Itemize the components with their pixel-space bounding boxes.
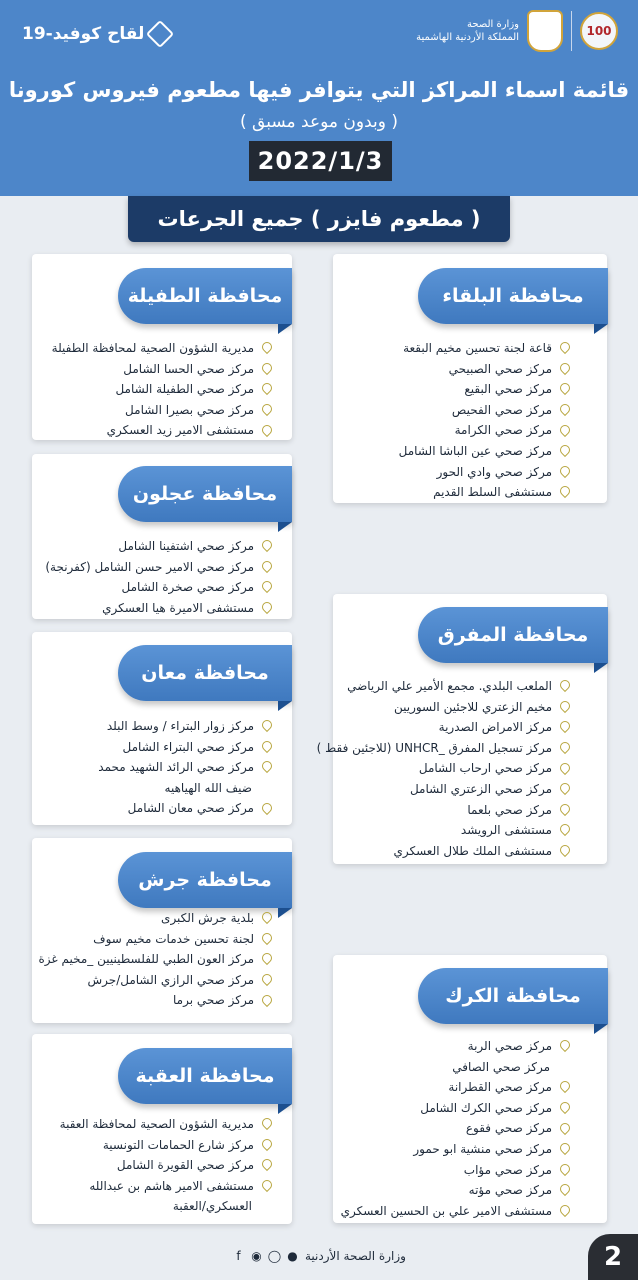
center-list-maan: [98, 716, 272, 819]
location-pin-icon: [558, 464, 572, 478]
center-name: ضيف الله الهياهيه: [164, 780, 252, 795]
page-title: قائمة اسماء المراكز التي يتوافر فيها مطعوم فيروس كورونا: [8, 78, 630, 102]
center-name: مركز صحي الصبيحي: [448, 361, 552, 376]
center-list-mafraq: [317, 676, 570, 861]
location-pin-icon: [260, 1137, 274, 1151]
center-name: مستشفى الامير علي بن الحسين العسكري: [340, 1203, 552, 1218]
globe-icon[interactable]: ●: [287, 1249, 298, 1263]
center-name: مستشفى الامير زيد العسكري: [106, 423, 254, 438]
center-item: [38, 908, 272, 929]
location-pin-icon: [558, 1100, 572, 1114]
center-name: مركز صحي الكرامة: [454, 423, 552, 438]
center-name: مركز صحي فقوع: [465, 1121, 552, 1136]
location-pin-icon: [260, 381, 274, 395]
location-pin-icon: [558, 1079, 572, 1093]
center-item: [341, 1139, 570, 1160]
center-name: مركز صحي الفحيص: [451, 402, 552, 417]
center-item: [399, 462, 570, 483]
center-name: مركز العون الطبي للفلسطينيين _مخيم غزة: [38, 952, 254, 967]
location-pin-icon: [558, 761, 572, 775]
center-item: [341, 1057, 570, 1078]
center-name: مستشفى الرويشد: [460, 823, 552, 838]
center-name: مركز صحي البقيع: [464, 382, 552, 397]
center-list-jerash: [38, 908, 272, 1011]
governorate-title-jerash: محافظة جرش: [118, 852, 292, 908]
center-item: [52, 359, 272, 380]
center-name: لجنة تحسين خدمات مخيم سوف: [93, 931, 254, 946]
center-name: مركز صحي الزعتري الشامل: [409, 781, 552, 796]
center-item: [98, 737, 272, 758]
center-item: [52, 338, 272, 359]
location-pin-icon: [260, 361, 274, 375]
center-name: مركز صحي منشية ابو حمور: [413, 1141, 552, 1156]
center-name: مديرية الشؤون الصحية لمحافظة العقبة: [59, 1117, 254, 1131]
center-item: [38, 990, 272, 1011]
vaccine-icon: [146, 20, 174, 48]
ministry-line-2: المملكة الأردنية الهاشمية: [416, 32, 519, 43]
center-item: [38, 970, 272, 991]
governorate-title-karak: محافظة الكرك: [418, 968, 608, 1024]
location-pin-icon: [558, 781, 572, 795]
center-item: [45, 536, 272, 557]
location-pin-icon: [260, 1116, 274, 1130]
governorate-title-ajloun: محافظة عجلون: [118, 466, 292, 522]
center-item: [317, 676, 570, 697]
center-name: مركز صحي القطرانة: [448, 1080, 552, 1095]
center-item: [399, 420, 570, 441]
center-name: مركز صحي الربة: [467, 1039, 552, 1053]
location-pin-icon: [260, 579, 274, 593]
center-name: مركز صحي مؤاب: [463, 1162, 552, 1177]
center-item: [45, 598, 272, 619]
location-pin-icon: [260, 801, 274, 815]
location-pin-icon: [260, 931, 274, 945]
location-pin-icon: [558, 381, 572, 395]
center-name: مستشفى السلط القديم: [433, 485, 552, 500]
center-item: [399, 338, 570, 359]
center-item: [52, 420, 272, 441]
campaign-text: لقاح كوفيد-19: [22, 24, 145, 44]
center-name: مركز صحي برما: [173, 993, 254, 1008]
center-item: [317, 758, 570, 779]
ministry-crest-icon: [527, 10, 563, 52]
center-item: [52, 379, 272, 400]
center-name: مركز صحي وادي الحور: [436, 464, 552, 479]
center-item: [341, 1180, 570, 1201]
governorate-title-balqa: محافظة البلقاء: [418, 268, 608, 324]
center-name: مركز صحي معان الشامل: [127, 801, 254, 816]
center-name: مركز صحي القويرة الشامل: [116, 1158, 254, 1173]
center-name: مركز صحي صخرة الشامل: [121, 580, 254, 595]
location-pin-icon: [558, 484, 572, 498]
center-item: [317, 841, 570, 862]
center-name: مركز صحي بلعما: [467, 802, 552, 817]
location-pin-icon: [260, 910, 274, 924]
location-pin-icon: [558, 740, 572, 754]
center-item: [38, 929, 272, 950]
center-item: [60, 1155, 272, 1176]
location-pin-icon: [558, 843, 572, 857]
location-pin-icon: [558, 1121, 572, 1135]
center-list-aqaba: [60, 1114, 272, 1217]
center-item: [52, 400, 272, 421]
center-item: [317, 800, 570, 821]
center-name: مركز صحي الكرك الشامل: [420, 1100, 552, 1115]
footer: [232, 1249, 406, 1263]
footer-ministry: وزارة الصحة الأردنية: [305, 1249, 406, 1263]
facebook-icon[interactable]: f: [236, 1249, 241, 1263]
center-item: [98, 757, 272, 778]
centennial-logo: 100: [580, 12, 618, 50]
center-name: مخيم الزعتري للاجئين السوريين: [393, 699, 552, 714]
center-name: قاعة لجنة تحسين مخيم البقعة: [403, 341, 552, 355]
center-item: [98, 778, 272, 799]
center-name: مركز صحي ارحاب الشامل: [418, 761, 552, 776]
location-pin-icon: [260, 718, 274, 732]
center-item: [399, 379, 570, 400]
location-pin-icon: [558, 802, 572, 816]
center-item: [317, 697, 570, 718]
location-pin-icon: [558, 699, 572, 713]
center-name: مركز صحي الرازي الشامل/جرش: [87, 972, 254, 987]
center-name: مركز شارع الحمامات التونسية: [102, 1137, 254, 1152]
governorate-title-tafila: محافظة الطفيلة: [118, 268, 292, 324]
location-pin-icon: [260, 600, 274, 614]
center-item: [399, 400, 570, 421]
center-item: [341, 1160, 570, 1181]
center-item: [341, 1118, 570, 1139]
center-item: [317, 717, 570, 738]
center-item: [341, 1077, 570, 1098]
location-pin-icon: [558, 1182, 572, 1196]
center-name: مركز الامراض الصدرية: [438, 720, 552, 735]
governorate-title-aqaba: محافظة العقبة: [118, 1048, 292, 1104]
location-pin-icon: [558, 1141, 572, 1155]
location-pin-icon: [558, 678, 572, 692]
center-item: [45, 577, 272, 598]
center-name: مركز زوار البتراء / وسط البلد: [106, 719, 254, 733]
location-pin-icon: [260, 993, 274, 1007]
center-name: مركز صحي عين الباشا الشامل: [398, 443, 552, 458]
location-pin-icon: [558, 402, 572, 416]
location-pin-icon: [260, 1178, 274, 1192]
page-subtitle: ( وبدون موعد مسبق ): [240, 112, 398, 132]
center-name: مركز صحي اشتفينا الشامل: [118, 539, 254, 553]
location-pin-icon: [558, 361, 572, 375]
location-pin-icon: [558, 822, 572, 836]
instagram-icon[interactable]: ◯: [267, 1249, 282, 1263]
logo-group: [416, 10, 618, 52]
center-name: مركز صحي الطفيلة الشامل: [115, 382, 254, 397]
center-name: مركز صحي الصافي: [452, 1059, 550, 1074]
center-name: مركز صحي الحسا الشامل: [123, 361, 254, 376]
center-list-balqa: [399, 338, 570, 503]
location-pin-icon: [558, 1038, 572, 1052]
vaccine-banner: ( مطعوم فايزر ) جميع الجرعات: [128, 196, 510, 242]
center-item: [60, 1135, 272, 1156]
center-item: [341, 1201, 570, 1222]
center-item: [399, 482, 570, 503]
center-name: مركز صحي الامير حسن الشامل (كفرنجة): [45, 559, 254, 574]
center-item: [98, 798, 272, 819]
governorate-title-maan: محافظة معان: [118, 645, 292, 701]
center-item: [399, 359, 570, 380]
location-pin-icon: [260, 538, 274, 552]
location-pin-icon: [260, 759, 274, 773]
social-icons: [232, 1250, 299, 1263]
location-pin-icon: [260, 972, 274, 986]
center-item: [341, 1036, 570, 1057]
center-item: [317, 738, 570, 759]
center-item: [317, 779, 570, 800]
center-name: العسكري/العقبة: [172, 1199, 252, 1214]
location-pin-icon: [558, 340, 572, 354]
location-pin-icon: [558, 423, 572, 437]
location-pin-icon: [260, 739, 274, 753]
center-name: مستشفى الامير هاشم بن عبدالله: [89, 1178, 254, 1193]
header: [0, 0, 638, 196]
ministry-line-1: وزارة الصحة: [467, 19, 519, 30]
ministry-name: [416, 18, 519, 44]
location-pin-icon: [260, 423, 274, 437]
center-item: [38, 949, 272, 970]
center-name: مركز صحي مؤته: [468, 1183, 552, 1198]
location-pin-icon: [260, 402, 274, 416]
logo-divider: [571, 11, 572, 51]
center-list-ajloun: [45, 536, 272, 618]
page-number: 2: [588, 1234, 638, 1280]
location-pin-icon: [558, 1203, 572, 1217]
center-list-tafila: [52, 338, 272, 441]
center-name: مستشفى الملك طلال العسكري: [393, 843, 552, 858]
center-name: مستشفى الاميرة هيا العسكري: [102, 600, 254, 615]
center-name: مركز تسجيل المفرق _UNHCR (للاجئين فقط ): [316, 740, 552, 755]
location-pin-icon: [260, 559, 274, 573]
center-item: [45, 557, 272, 578]
twitter-icon[interactable]: ◉: [251, 1249, 262, 1263]
campaign-label: [22, 24, 170, 44]
center-item: [317, 820, 570, 841]
center-item: [60, 1196, 272, 1217]
location-pin-icon: [260, 951, 274, 965]
center-name: الملعب البلدي. مجمع الأمير علي الرياضي: [347, 679, 552, 693]
center-item: [60, 1114, 272, 1135]
center-name: مديرية الشؤون الصحية لمحافظة الطفيلة: [51, 341, 254, 355]
location-pin-icon: [558, 1162, 572, 1176]
location-pin-icon: [558, 719, 572, 733]
location-pin-icon: [260, 1157, 274, 1171]
center-item: [399, 441, 570, 462]
center-item: [60, 1176, 272, 1197]
center-name: بلدية جرش الكبرى: [161, 911, 254, 925]
center-item: [98, 716, 272, 737]
date-badge: 2022/1/3: [249, 141, 392, 181]
center-name: مركز صحي بصيرا الشامل: [125, 402, 254, 417]
location-pin-icon: [260, 340, 274, 354]
center-name: مركز صحي البتراء الشامل: [122, 739, 254, 754]
center-item: [341, 1098, 570, 1119]
governorate-title-mafraq: محافظة المفرق: [418, 607, 608, 663]
center-list-karak: [341, 1036, 570, 1221]
location-pin-icon: [558, 443, 572, 457]
center-name: مركز صحي الرائد الشهيد محمد: [98, 760, 254, 775]
